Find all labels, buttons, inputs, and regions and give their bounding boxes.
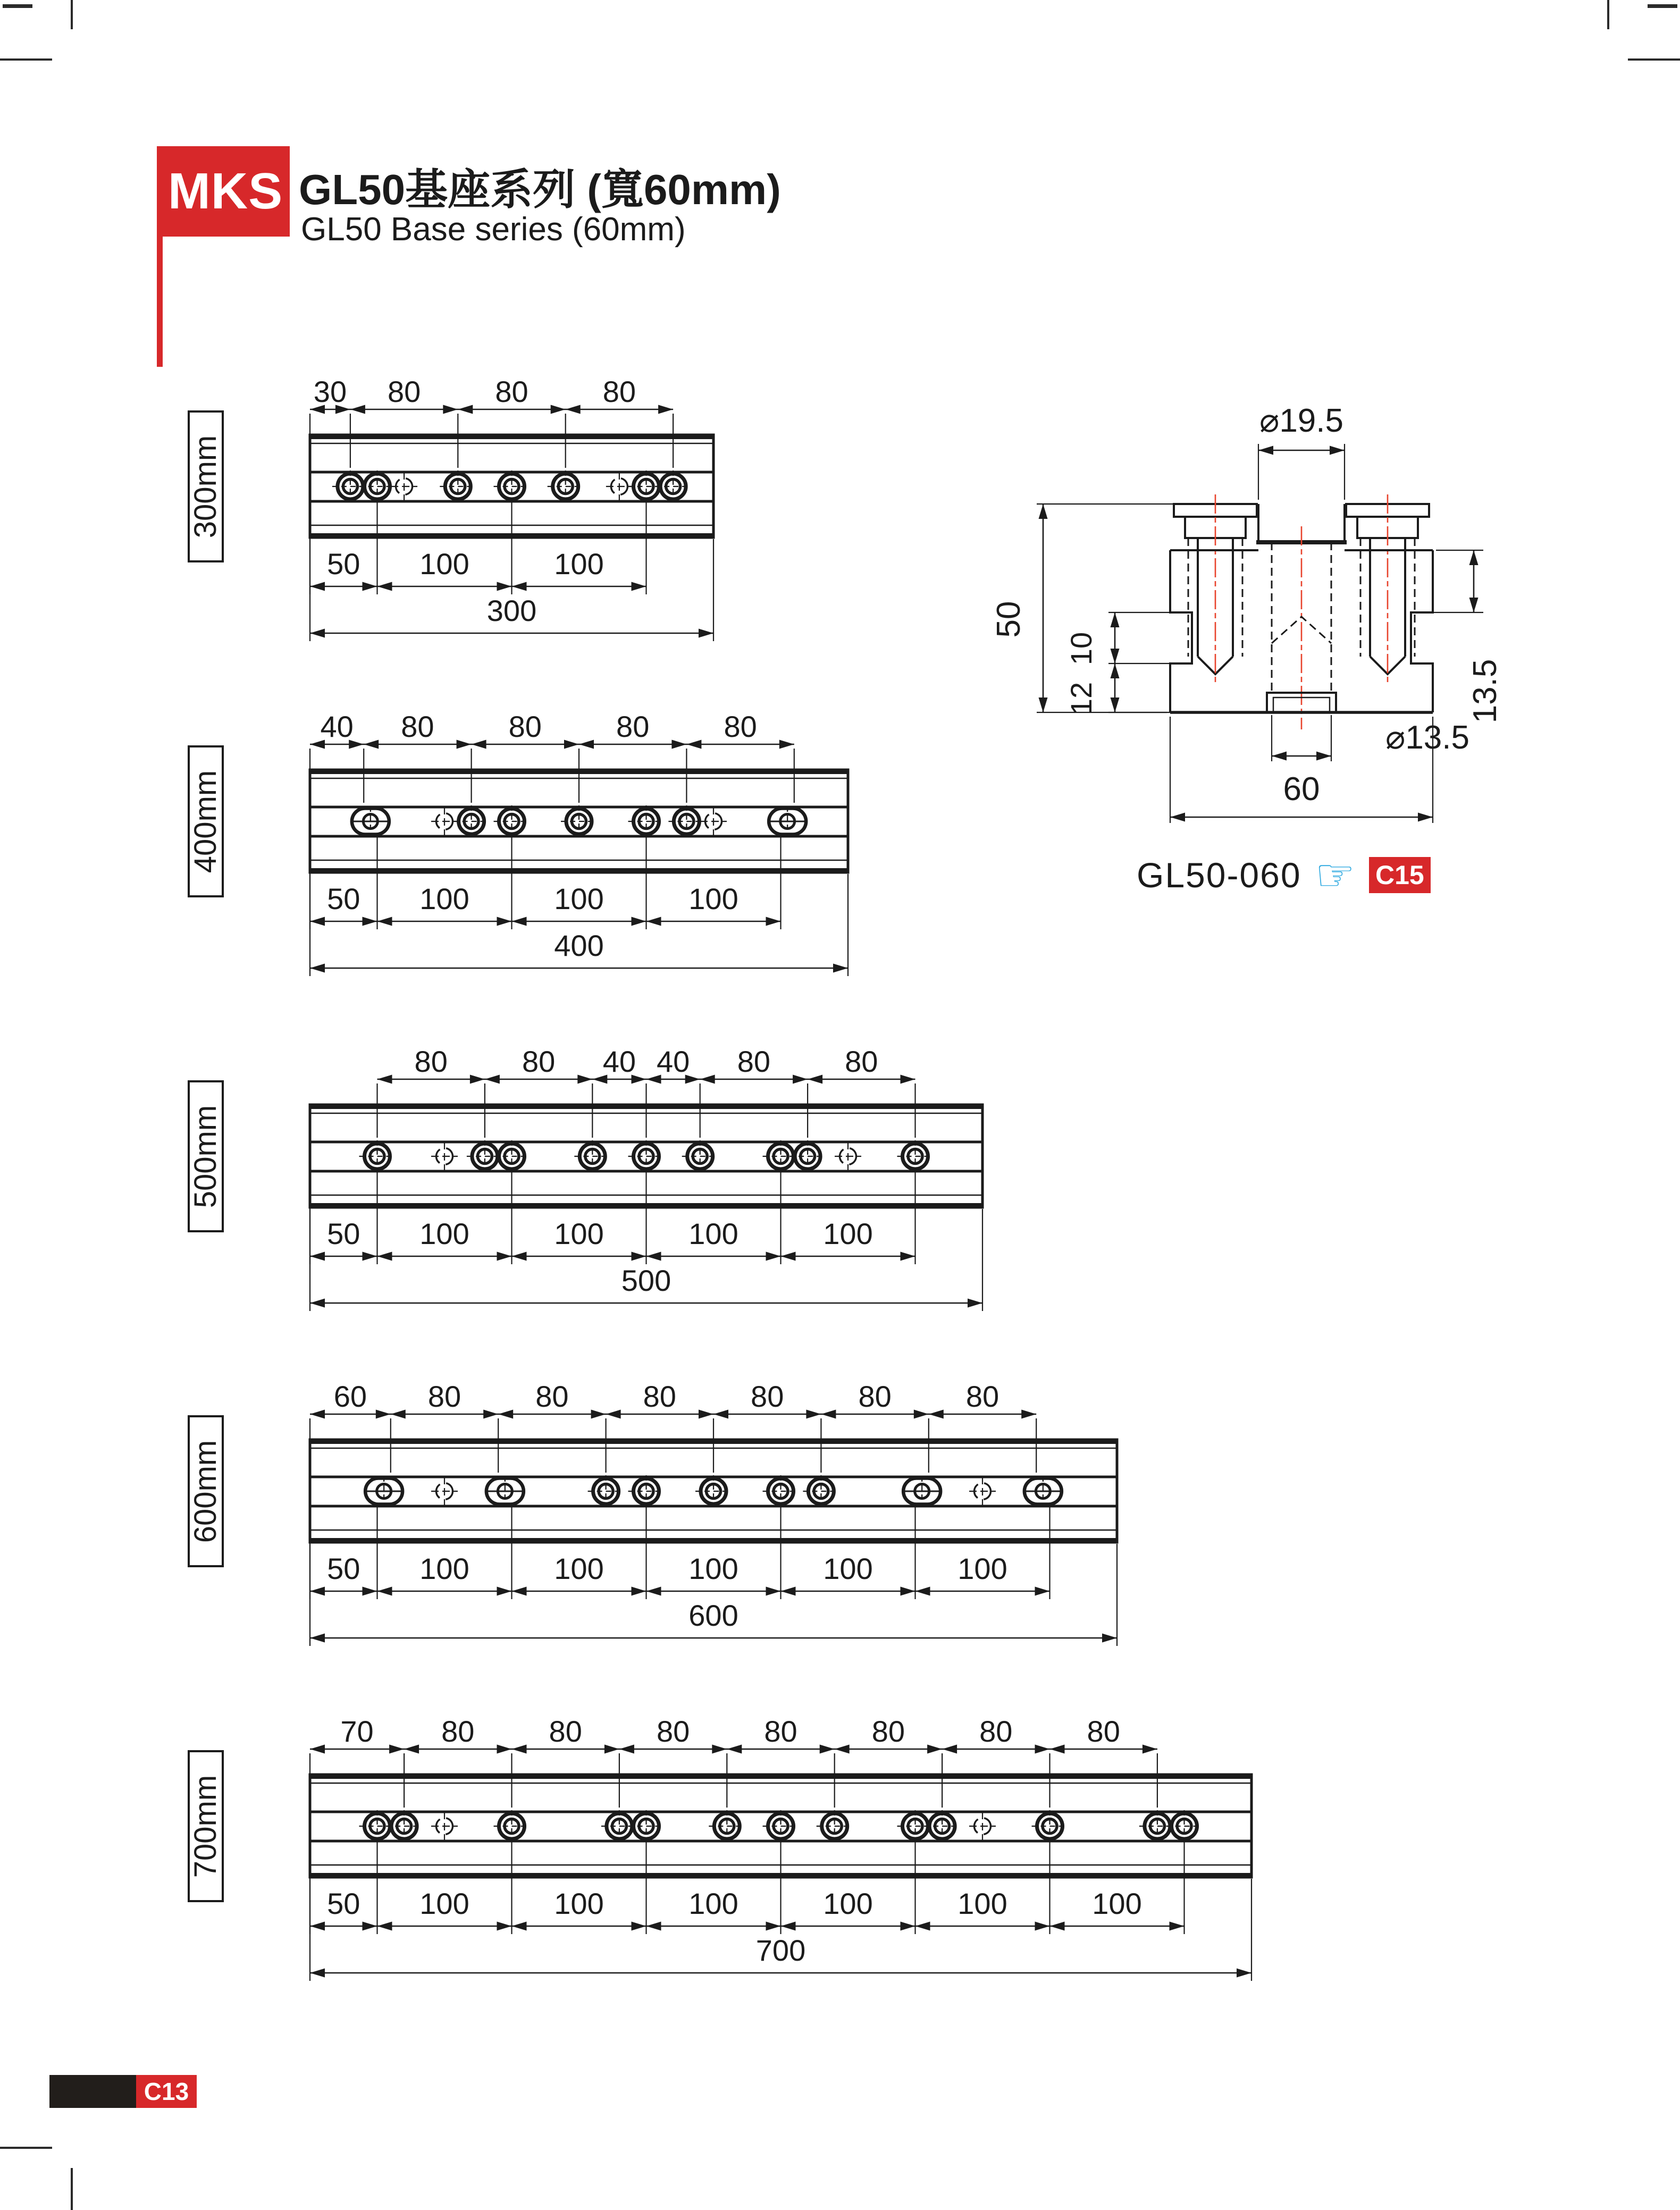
svg-text:50: 50 (990, 601, 1027, 638)
svg-text:⌀19.5: ⌀19.5 (1259, 402, 1343, 439)
page-title-zh: GL50基座系列 (寬60mm) (299, 166, 781, 213)
svg-text:80: 80 (965, 1380, 999, 1413)
svg-text:100: 100 (419, 882, 469, 915)
svg-text:100: 100 (957, 1552, 1007, 1585)
rail-label-300mm: 300mm (188, 410, 224, 562)
brand-logo-text: MKS (167, 163, 283, 220)
svg-text:80: 80 (871, 1715, 905, 1748)
svg-text:50: 50 (327, 547, 360, 581)
svg-text:80: 80 (401, 710, 434, 743)
rail-drawing-500mm (310, 1045, 982, 1311)
svg-text:100: 100 (688, 1217, 738, 1250)
svg-text:80: 80 (643, 1380, 676, 1413)
svg-text:80: 80 (656, 1715, 690, 1748)
svg-text:60: 60 (333, 1380, 367, 1413)
svg-text:13.5: 13.5 (1467, 659, 1503, 724)
svg-text:80: 80 (508, 710, 542, 743)
svg-text:80: 80 (616, 710, 650, 743)
svg-text:80: 80 (441, 1715, 475, 1748)
svg-text:100: 100 (419, 1887, 469, 1920)
svg-text:40: 40 (656, 1045, 690, 1078)
svg-text:50: 50 (327, 1887, 360, 1920)
svg-text:100: 100 (554, 882, 604, 915)
svg-text:600: 600 (688, 1599, 738, 1632)
svg-text:100: 100 (688, 1887, 738, 1920)
svg-text:80: 80 (549, 1715, 582, 1748)
svg-text:100: 100 (419, 1552, 469, 1585)
svg-text:80: 80 (602, 375, 636, 408)
rail-label-700mm: 700mm (188, 1750, 224, 1902)
rail-drawing-700mm (310, 1715, 1251, 1981)
rail-label-500mm: 500mm (188, 1080, 224, 1232)
svg-text:400: 400 (554, 929, 604, 962)
svg-text:100: 100 (823, 1552, 873, 1585)
page-title-en: GL50 Base series (60mm) (301, 211, 686, 248)
svg-text:80: 80 (522, 1045, 556, 1078)
svg-text:100: 100 (554, 547, 604, 581)
svg-text:50: 50 (327, 1217, 360, 1250)
rail-drawing-300mm (310, 375, 713, 641)
rail-label-600mm: 600mm (188, 1415, 224, 1567)
svg-text:80: 80 (737, 1045, 771, 1078)
svg-text:100: 100 (554, 1552, 604, 1585)
svg-text:80: 80 (1087, 1715, 1120, 1748)
svg-text:80: 80 (387, 375, 421, 408)
page-number-badge: C13 (136, 2075, 197, 2108)
svg-text:100: 100 (1092, 1887, 1142, 1920)
svg-text:100: 100 (688, 882, 738, 915)
svg-text:60: 60 (1283, 771, 1320, 808)
svg-text:500: 500 (621, 1264, 671, 1297)
svg-text:12: 12 (1064, 682, 1098, 716)
svg-text:⌀13.5: ⌀13.5 (1385, 719, 1469, 756)
rail-drawing-400mm (310, 710, 848, 976)
page-ref-badge[interactable]: C15 (1369, 857, 1431, 893)
svg-text:40: 40 (602, 1045, 636, 1078)
svg-text:80: 80 (535, 1380, 569, 1413)
svg-text:100: 100 (823, 1887, 873, 1920)
pointing-hand-icon: ☞ (1315, 850, 1355, 900)
svg-text:100: 100 (419, 547, 469, 581)
svg-text:40: 40 (320, 710, 354, 743)
svg-text:700: 700 (755, 1934, 806, 1967)
model-reference-row (1137, 850, 1431, 900)
svg-text:70: 70 (340, 1715, 374, 1748)
svg-text:100: 100 (554, 1887, 604, 1920)
svg-text:10: 10 (1064, 632, 1098, 666)
svg-text:80: 80 (764, 1715, 797, 1748)
svg-text:100: 100 (688, 1552, 738, 1585)
svg-text:300: 300 (486, 594, 537, 627)
cross-section-drawing (990, 402, 1503, 823)
svg-text:100: 100 (419, 1217, 469, 1250)
svg-text:80: 80 (979, 1715, 1013, 1748)
svg-text:100: 100 (823, 1217, 873, 1250)
svg-text:80: 80 (427, 1380, 461, 1413)
svg-text:80: 80 (414, 1045, 448, 1078)
footer-bar (49, 2075, 136, 2108)
rail-drawing-600mm (310, 1380, 1117, 1646)
svg-text:80: 80 (751, 1380, 784, 1413)
svg-text:80: 80 (845, 1045, 878, 1078)
svg-text:100: 100 (554, 1217, 604, 1250)
svg-text:30: 30 (313, 375, 347, 408)
svg-text:100: 100 (957, 1887, 1007, 1920)
svg-text:50: 50 (327, 882, 360, 915)
svg-text:80: 80 (858, 1380, 892, 1413)
svg-text:80: 80 (724, 710, 757, 743)
svg-text:80: 80 (495, 375, 528, 408)
model-number: GL50-060 (1137, 855, 1301, 895)
svg-text:50: 50 (327, 1552, 360, 1585)
rail-label-400mm: 400mm (188, 745, 224, 897)
